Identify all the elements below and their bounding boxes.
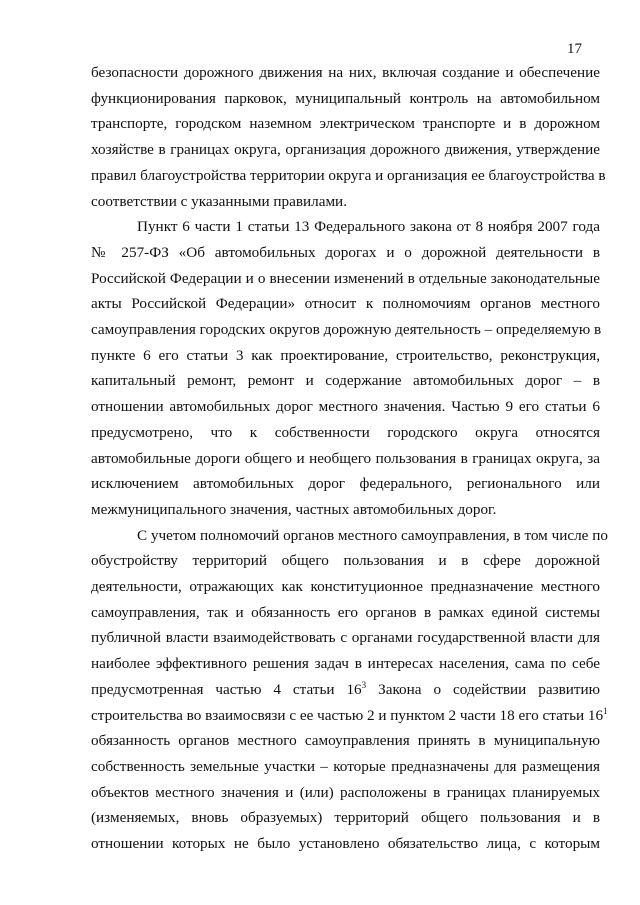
text-line: транспорте, городском наземном электрическом транспорте и в дорожном	[91, 115, 600, 133]
superscript: 3	[361, 679, 367, 690]
text-line: (изменяемых, вновь образуемых) территорий общего пользования и в	[91, 809, 600, 827]
paragraph-3	[91, 523, 608, 857]
text-line: деятельности, отражающих как конституционное предназначение местного	[91, 578, 600, 596]
document-body	[91, 60, 608, 857]
text-line: публичной власти взаимодействовать с органами государственной власти для	[91, 629, 600, 647]
text-line: Российской Федерации и о внесении изменений в отдельные законодательные	[91, 269, 600, 287]
text-line-with-superscript	[91, 703, 608, 729]
paragraph-2	[91, 214, 600, 522]
text-line: № 257-ФЗ «Об автомобильных дорогах и о дорожной деятельности в	[91, 243, 600, 261]
text-line: соответствии с указанными правилами.	[91, 192, 347, 210]
line-text: Закона о содействии развитию	[366, 680, 600, 698]
text-line: пункте 6 его статьи 3 как проектирование, строительство, реконструкция,	[91, 346, 600, 364]
text-line: самоуправления, так и обязанность его органов в рамках единой системы	[91, 603, 600, 621]
line-text: предусмотренная частью 4 статьи 16	[91, 680, 362, 698]
text-line: исключением автомобильных дорог федерального, регионального или	[91, 475, 600, 493]
text-line: капитальный ремонт, ремонт и содержание автомобильных дорог – в	[91, 372, 600, 390]
text-line: правил благоустройства территории округа и организация ее благоустройства в	[91, 166, 606, 184]
text-line: обустройству территорий общего пользования и в сфере дорожной	[91, 552, 600, 570]
text-line: собственность земельные участки – которые предназначены для размещения	[91, 757, 600, 775]
text-line: отношении автомобильных дорог местного значения. Частью 9 его статьи 6	[91, 398, 600, 416]
text-line: акты Российской Федерации» относит к полномочиям органов местного	[91, 295, 600, 313]
text-line: объектов местного значения и (или) расположены в границах планируемых	[91, 783, 600, 801]
text-line: обязанность органов местного самоуправления принять в муниципальную	[91, 732, 600, 750]
text-line: отношении которых не было установлено обязательство лица, с которым	[91, 835, 600, 853]
page-number: 17	[567, 41, 582, 57]
paragraph-1	[91, 60, 606, 214]
text-line: наиболее эффективного решения задач в интересах населения, сама по себе	[91, 655, 600, 673]
text-line: безопасности дорожного движения на них, включая создание и обеспечение	[91, 64, 600, 81]
superscript: 1	[603, 705, 608, 716]
text-line: функционирования парковок, муниципальный контроль на автомобильном	[91, 89, 600, 107]
text-line-with-superscript	[91, 677, 600, 703]
line-text: строительства во взаимосвязи с ее частью 2 и пунктом 2 части 18 его статьи 16	[91, 706, 604, 724]
text-line: С учетом полномочий органов местного самоуправления, в том числе по	[137, 526, 608, 544]
text-line: межмуниципального значения, частных автомобильных дорог.	[91, 500, 497, 518]
text-line: Пункт 6 части 1 статьи 13 Федерального закона от 8 ноября 2007 года	[137, 218, 600, 236]
text-line: хозяйстве в границах округа, организация дорожного движения, утверждение	[91, 141, 600, 159]
text-line: автомобильные дороги общего и необщего пользования в границах округа, за	[91, 449, 600, 467]
text-line: самоуправления городских округов дорожную деятельность – определяемую в	[91, 321, 602, 339]
text-line: предусмотрено, что к собственности городского округа относятся	[91, 423, 600, 441]
